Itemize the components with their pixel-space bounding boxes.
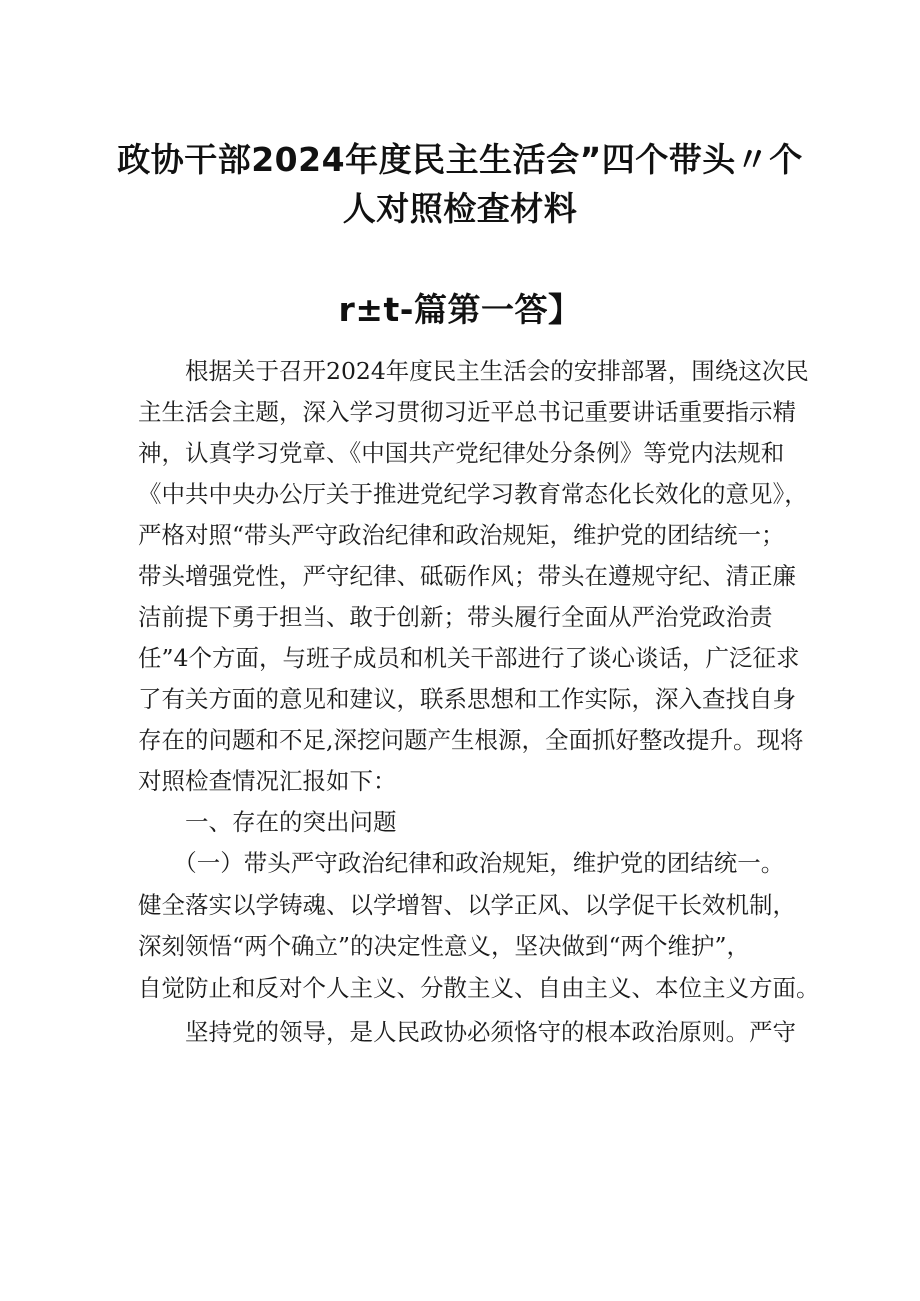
body-line: 洁前提下勇于担当、敢于创新；带头履行全面从严治党政治责: [138, 603, 773, 631]
body-line: 神，认真学习党章、《中国共产党纪律处分条例》等党内法规和: [138, 439, 785, 467]
body-line: 主生活会主题，深入学习贯彻习近平总书记重要讲话重要指示精: [138, 398, 796, 426]
body-line: 深刻领悟“两个确立”的决定性意义，坚决做到“两个维护”，: [138, 932, 751, 960]
body-line: 存在的问题和不足,深挖问题产生根源，全面抓好整改提升。现将: [138, 726, 804, 754]
body-line: 坚持党的领导，是人民政协必须恪守的根本政治原则。严守: [138, 1018, 796, 1046]
document-title-line-3: r±t-篇第一答】: [338, 290, 582, 329]
body-line: 健全落实以学铸魂、以学增智、以学正风、以学促干长效机制，: [138, 891, 796, 919]
body-line: 任”4个方面，与班子成员和机关干部进行了谈心谈话，广泛征求: [138, 644, 800, 672]
body-line: 严格对照“带头严守政治纪律和政治规矩，维护党的团结统一；: [138, 521, 785, 549]
body-line: 对照检查情况汇报如下：: [138, 767, 397, 795]
body-line: 《中共中央办公厅关于推进党纪学习教育常态化长效化的意见》，: [138, 480, 808, 508]
body-line: 了有关方面的意见和建议，联系思想和工作实际，深入查找自身: [138, 685, 796, 713]
document-title-line-2: 人对照检查材料: [342, 189, 578, 228]
body-line: 带头增强党性，严守纪律、砥砺作风；带头在遵规守纪、清正廉: [138, 562, 796, 590]
body-line: （一）带头严守政治纪律和政治规矩，维护党的团结统一。: [138, 849, 785, 877]
body-line: 自觉防止和反对个人主义、分散主义、自由主义、本位主义方面。: [138, 974, 820, 1002]
section-heading: 一、存在的突出问题: [138, 808, 397, 836]
document-title-line-1: 政协干部2024年度民主生活会”四个带头〃个: [117, 140, 803, 179]
body-line: 根据关于召开2024年度民主生活会的安排部署，围绕这次民: [138, 357, 809, 385]
